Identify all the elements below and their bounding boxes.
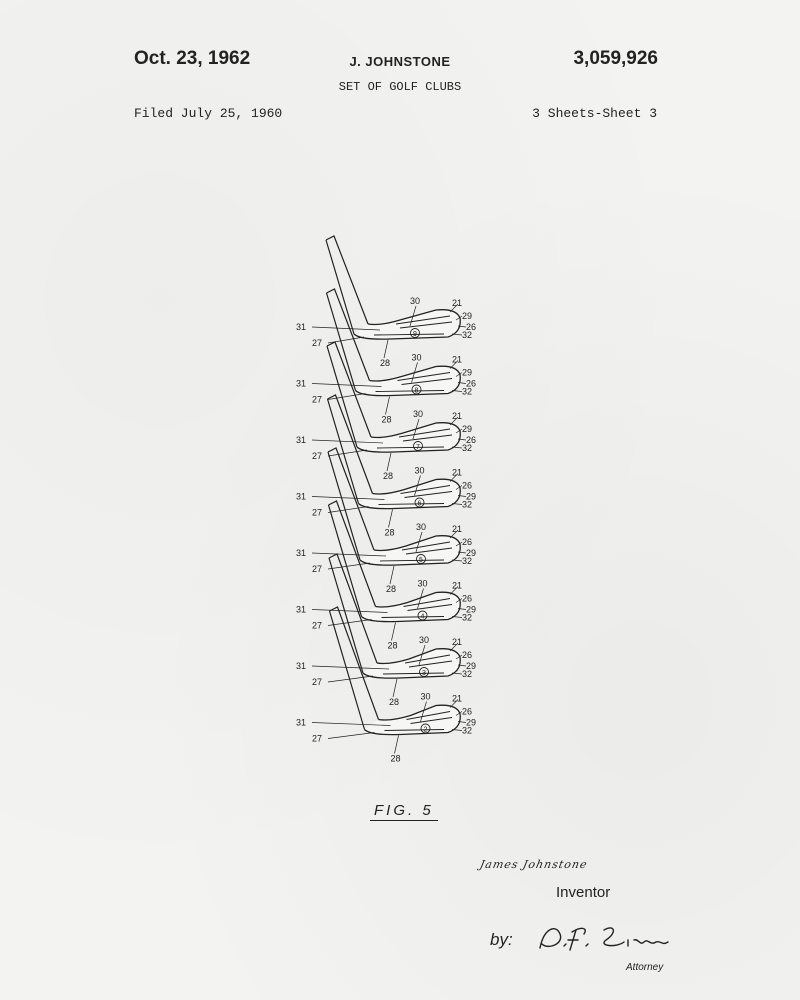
club-number: 5 [419, 556, 423, 564]
ref-label: 30 [411, 352, 422, 363]
ref-label: 27 [312, 564, 323, 574]
ref-label: 32 [462, 556, 473, 566]
by-label: by: [490, 930, 513, 949]
ref-label: 29 [462, 311, 473, 321]
ref-label: 28 [390, 753, 401, 764]
ref-label: 26 [462, 706, 473, 717]
ref-label: 27 [312, 338, 323, 348]
ref-label: 30 [420, 691, 431, 702]
ref-label: 30 [413, 409, 424, 419]
ref-label: 29 [466, 604, 477, 615]
ref-label: 26 [462, 537, 473, 547]
ref-label: 29 [462, 367, 473, 378]
ref-label: 21 [452, 524, 463, 534]
ref-label: 32 [462, 669, 473, 679]
ref-label: 32 [462, 443, 473, 453]
club-number: 2 [423, 726, 428, 734]
ref-label: 32 [462, 612, 473, 623]
attorney-signature [534, 918, 674, 958]
ref-label: 28 [383, 471, 394, 481]
inventor-signature: James Johnstone [478, 858, 589, 871]
patent-date: Oct. 23, 1962 [134, 48, 251, 69]
ref-label: 31 [296, 604, 307, 615]
ref-label: 21 [452, 298, 463, 308]
ref-label: 31 [296, 322, 307, 332]
ref-label: 31 [296, 717, 307, 728]
inventor-name: J. JOHNSTONE [349, 54, 451, 69]
club-shaft-edge [330, 611, 365, 730]
ref-label: 27 [312, 677, 323, 687]
club-number: 9 [413, 330, 417, 338]
ref-label: 31 [296, 661, 307, 671]
ref-label: 21 [452, 354, 463, 365]
ref-label: 27 [312, 733, 323, 744]
inventor-role: Inventor [556, 884, 611, 901]
ref-label: 27 [312, 620, 323, 631]
ref-label: 27 [312, 394, 323, 405]
patent-number: 3,059,926 [573, 48, 658, 69]
ref-label: 32 [462, 330, 473, 340]
ref-label: 31 [296, 435, 307, 445]
ref-label: 28 [387, 640, 398, 651]
ref-label: 32 [462, 499, 473, 510]
ref-label: 28 [380, 358, 391, 368]
ref-label: 29 [466, 717, 477, 728]
sheet-count: 3 Sheets-Sheet 3 [532, 106, 657, 121]
ref-label: 28 [389, 697, 400, 707]
ref-label: 26 [466, 378, 477, 389]
filed-date: Filed July 25, 1960 [134, 106, 283, 121]
club-shaft-edge [326, 240, 354, 334]
ref-label: 30 [417, 578, 428, 589]
club-number: 4 [420, 613, 425, 621]
ref-label: 26 [466, 322, 477, 332]
ref-label: 30 [414, 465, 425, 476]
attorney-role: Attorney [626, 962, 664, 973]
club-shaft [329, 554, 377, 663]
ref-label: 29 [462, 424, 473, 434]
club-number: 7 [416, 443, 420, 451]
ref-label: 28 [381, 414, 392, 425]
ref-label: 30 [419, 635, 430, 645]
club-number: 6 [417, 500, 422, 508]
figure-label: FIG. 5 [370, 802, 438, 821]
ref-label: 21 [452, 693, 463, 704]
ref-label: 30 [416, 522, 427, 532]
ref-label: 28 [386, 584, 397, 594]
ref-label: 30 [410, 296, 421, 306]
ref-label: 21 [452, 580, 463, 591]
ref-label: 31 [296, 378, 307, 389]
club-shaft [330, 607, 379, 720]
ref-label: 31 [296, 548, 307, 558]
ref-label: 27 [312, 451, 323, 461]
ref-label: 21 [452, 467, 463, 478]
ref-label: 26 [466, 435, 477, 445]
club-shaft-edge [329, 558, 363, 673]
ref-label: 21 [452, 637, 463, 647]
ref-label: 29 [466, 661, 477, 671]
ref-label: 27 [312, 507, 323, 518]
ref-label: 28 [384, 527, 395, 538]
ref-label: 32 [462, 386, 473, 397]
ref-label: 29 [466, 548, 477, 558]
club-number: 8 [414, 387, 419, 395]
ref-label: 29 [466, 491, 477, 502]
ref-label: 21 [452, 411, 463, 421]
club-shaft-edge [329, 505, 362, 617]
ref-label: 31 [296, 491, 307, 502]
ref-label: 26 [462, 480, 473, 491]
ref-label: 32 [462, 725, 473, 736]
patent-title: SET OF GOLF CLUBS [338, 80, 462, 94]
club-number: 3 [422, 669, 426, 677]
ref-label: 26 [462, 650, 473, 660]
ref-label: 26 [462, 593, 473, 604]
